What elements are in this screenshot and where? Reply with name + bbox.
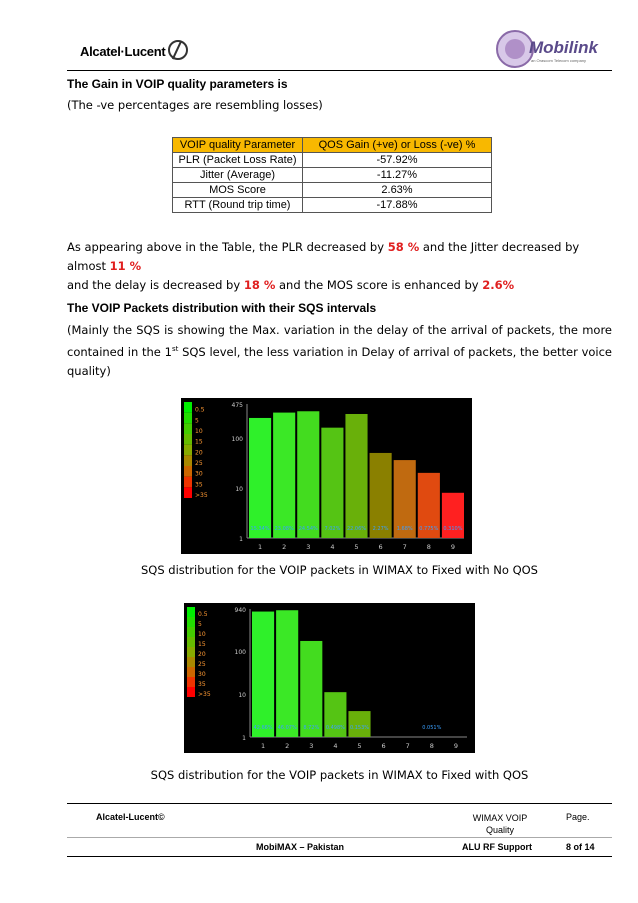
header-rule [67,70,612,71]
y-tick-label: 10 [235,485,243,493]
data-label: 8.72% [303,725,320,731]
x-tick-label: 8 [429,742,434,750]
delay-value: 18 % [243,278,276,292]
sqs-text: (Mainly the SQS is showing the Max. variation in the delay of the arrival of packets, the more contained in the 1 [67,323,612,359]
chart-caption-no-qos: SQS distribution for the VOIP packets in WIMAX to Fixed with No QOS [141,563,538,577]
voip-quality-table [172,137,492,213]
table-row [173,198,492,213]
legend-swatch [187,647,195,657]
data-label: 46.07% [277,725,297,731]
x-tick-label: 8 [426,543,431,551]
x-tick-label: 3 [306,543,311,551]
legend-swatch [187,677,195,687]
legend-label: 0.5 [198,611,208,618]
data-label: 23.08% [274,526,294,532]
legend-label: >35 [198,691,211,698]
section-note: (The -ve percentages are resembling losses) [67,98,323,112]
data-label: 0.153% [349,725,370,731]
x-tick-label: 1 [260,742,266,750]
alcatel-lucent-mark-icon [168,40,188,60]
legend-swatch [187,657,195,667]
legend-label: >35 [195,492,208,499]
legend-label: 15 [195,438,203,446]
table-row [173,168,492,183]
column-header: QOS Gain (+ve) or Loss (-ve) % [303,138,492,153]
legend-label: 15 [198,641,206,648]
legend-label: 30 [195,470,203,478]
data-label: 42.66% [253,725,273,731]
x-tick-label: 5 [357,742,362,750]
data-label: 22.06% [346,526,367,532]
footer-page-label: Page. [566,812,590,822]
legend-label: 20 [198,651,206,658]
data-label: 15.34% [250,526,270,532]
x-tick-label: 2 [282,543,287,551]
chart-caption-qos: SQS distribution for the VOIP packets in WIMAX to Fixed with QOS [150,768,529,782]
footer-doc-title [470,812,530,836]
legend-label: 10 [195,428,203,435]
data-label: 0.051% [422,725,442,731]
data-label: 24.54% [298,526,318,532]
data-label: 2.27% [372,526,389,532]
x-tick-label: 7 [405,742,410,750]
sqs-paragraph [67,321,612,381]
footer-dept: ALU RF Support [462,842,532,852]
footer-company: Alcatel-Lucent© [96,812,165,822]
x-tick-label: 6 [378,543,383,551]
column-header: VOIP quality Parameter [173,138,303,153]
x-tick-label: 9 [450,543,456,551]
mos-value: 2.6% [482,278,515,292]
bar [297,411,319,538]
mobilink-logo-text: Mobilink [529,38,598,57]
plr-value: 58 % [387,240,420,254]
legend-label: 5 [195,417,199,425]
footer-doc-title-line: WIMAX VOIP [472,813,528,823]
legend-swatch [184,445,192,456]
table-cell: MOS Score [173,183,303,198]
summary-paragraph [67,238,612,295]
x-tick-label: 7 [402,543,407,551]
legend-swatch [187,607,195,617]
legend-label: 30 [198,671,206,678]
y-tick-label: 940 [234,607,246,614]
x-tick-label: 3 [309,742,314,750]
legend-swatch [184,413,192,424]
table-cell: Jitter (Average) [173,168,303,183]
footer-mid-rule [67,837,612,838]
footer-page-number: 8 of 14 [566,842,595,852]
legend-swatch [184,434,192,445]
alcatel-lucent-logo: Alcatel·Lucent [80,40,188,60]
bar [249,418,271,538]
x-tick-label: 4 [330,543,335,551]
y-tick-label: 1 [239,536,243,543]
bar [252,612,274,737]
y-tick-label: 100 [234,648,246,656]
y-tick-label: 475 [231,402,243,409]
bar [321,428,343,538]
section-title-gain: The Gain in VOIP quality parameters is [67,77,288,91]
legend-swatch [187,637,195,647]
sqs-chart-qos [184,603,475,753]
bar [276,610,298,737]
x-tick-label: 9 [453,742,459,750]
x-tick-label: 1 [257,543,263,551]
legend-swatch [187,617,195,627]
y-tick-label: 10 [238,691,246,699]
table-cell: 2.63% [303,183,492,198]
table-cell: -17.88% [303,198,492,213]
legend-label: 5 [198,621,202,628]
legend-swatch [184,477,192,488]
legend-swatch [187,667,195,677]
data-label: 0.310% [443,526,463,532]
summary-text: As appearing above in the Table, the PLR decreased by [67,240,388,254]
section-title-sqs: The VOIP Packets distribution with their SQS intervals [67,301,377,315]
legend-label: 10 [198,631,206,638]
legend-swatch [184,423,192,434]
footer-top-rule [67,803,612,804]
legend-swatch [184,487,192,498]
y-tick-label: 1 [242,735,246,742]
legend-swatch [184,455,192,466]
table-row [173,153,492,168]
x-tick-label: 4 [333,742,338,750]
jitter-value: 11 % [109,259,142,273]
bar [345,414,367,538]
x-tick-label: 2 [285,742,290,750]
summary-text: and the delay is decreased by [67,278,244,292]
legend-label: 20 [195,449,203,457]
legend-label: 35 [195,481,203,489]
table-cell: -11.27% [303,168,492,183]
data-label: 0.498% [325,725,345,731]
table-row [173,183,492,198]
table-header-row [173,138,492,153]
mobilink-tagline: an Orascom Telecom company [531,58,587,63]
summary-text: and the Jitter decreased by almost [67,240,580,273]
bar [273,413,295,538]
mobilink-logo [495,24,607,74]
data-label: 0.775% [419,526,439,532]
table-cell: RTT (Round trip time) [173,198,303,213]
sqs-text: SQS level, the less variation in Delay of arrival of packets, the better voice quality) [67,344,613,378]
footer-doc-title-line: Quality [485,825,514,835]
footer-bottom-rule [67,856,612,857]
data-label: 1.68% [396,526,413,532]
x-tick-label: 5 [354,543,359,551]
footer-project: MobiMAX – Pakistan [256,842,345,852]
table-cell: PLR (Packet Loss Rate) [173,153,303,168]
table-cell: -57.92% [303,153,492,168]
summary-text: and the MOS score is enhanced by [275,278,483,292]
data-label: 7.02% [324,526,341,532]
legend-swatch [184,402,192,413]
legend-swatch [184,466,192,477]
legend-label: 0.5 [195,406,205,414]
legend-label: 35 [198,681,206,688]
legend-swatch [187,687,195,697]
sqs-chart-no-qos [181,398,472,554]
bar [300,641,322,737]
legend-label: 25 [195,460,203,467]
x-tick-label: 6 [381,742,386,750]
legend-swatch [187,627,195,637]
sqs-sup: st [171,345,179,353]
legend-label: 25 [198,661,206,668]
y-tick-label: 100 [231,435,243,443]
